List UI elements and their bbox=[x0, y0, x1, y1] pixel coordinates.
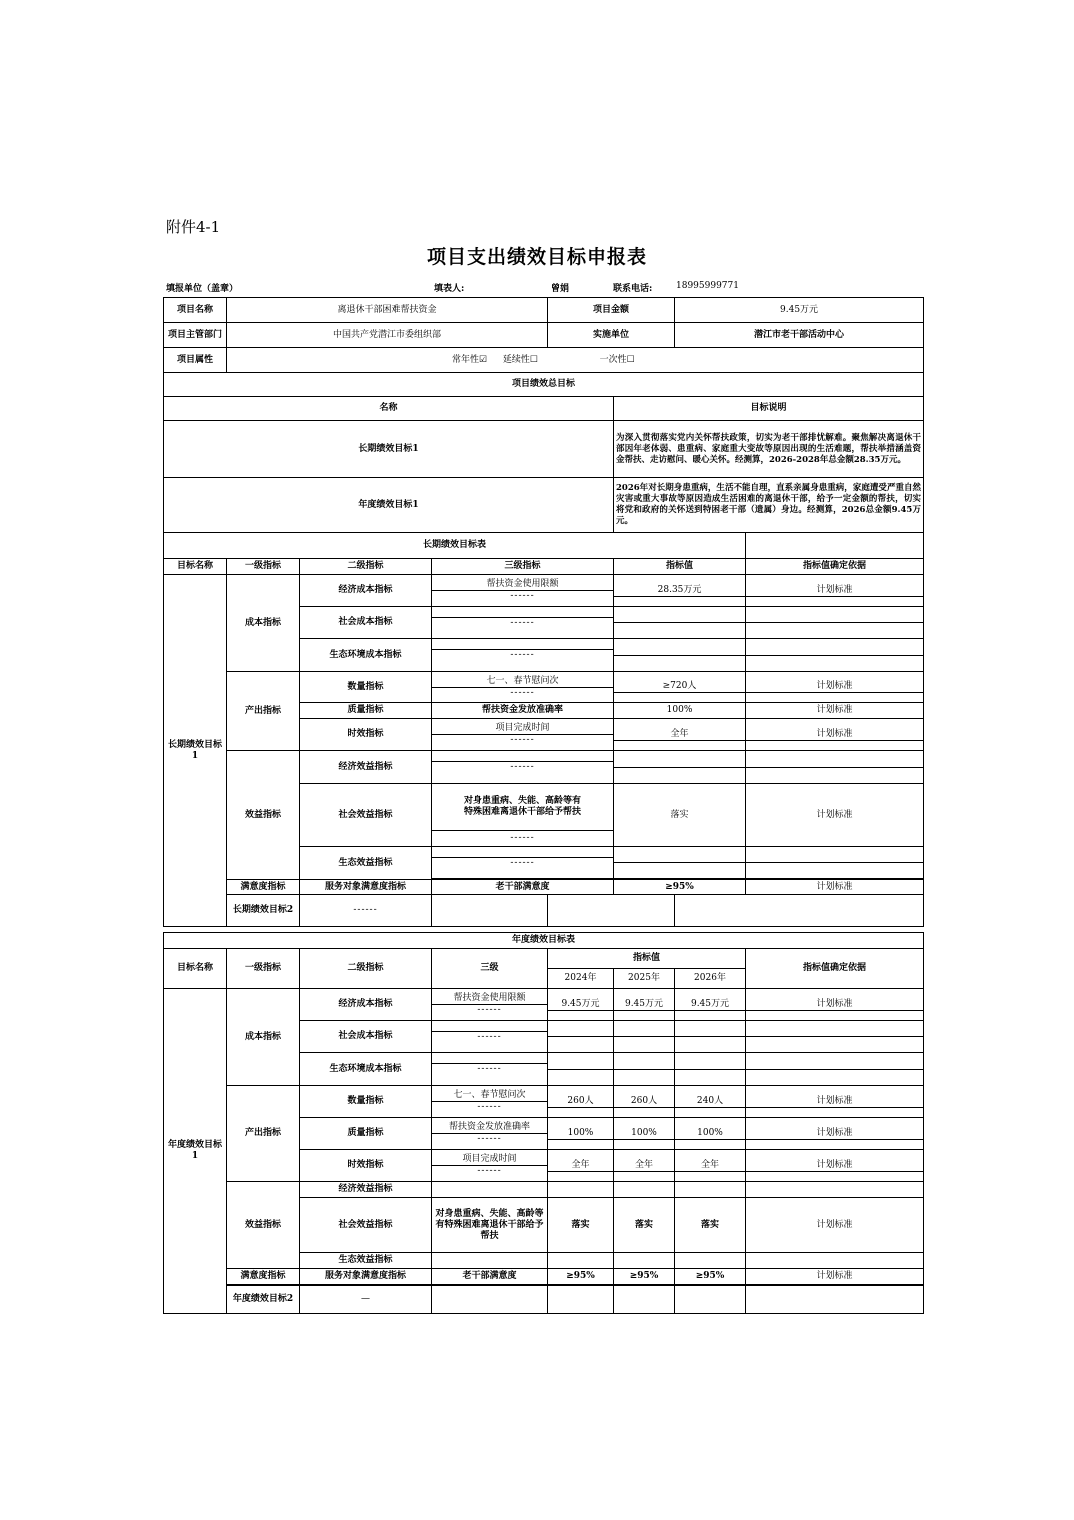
attachment-label: 附件4-1 bbox=[166, 218, 221, 236]
annual-timeliness-basis: 计划标准 bbox=[746, 1150, 924, 1182]
annual-benefit-label: 效益指标 bbox=[227, 1182, 300, 1269]
long-social-cost: 社会成本指标 bbox=[300, 607, 432, 639]
annual-eco-benefit-basis bbox=[746, 1253, 924, 1269]
annual-econ-cost: 经济成本指标 bbox=[300, 989, 432, 1021]
annual-sat-basis: 计划标准 bbox=[746, 1269, 924, 1285]
annual-eco-cost: 生态环境成本指标 bbox=[300, 1053, 432, 1086]
overall-section-title: 项目绩效总目标 bbox=[164, 373, 924, 397]
annual-timeliness-2026: 全年 bbox=[675, 1150, 746, 1182]
long-econ-benefit-basis bbox=[746, 751, 924, 784]
annual-quantity-2025: 260人 bbox=[614, 1086, 675, 1118]
annual-econ-benefit-2024 bbox=[548, 1182, 614, 1198]
phone-label: 联系电话: bbox=[613, 284, 653, 294]
annual-quality-basis: 计划标准 bbox=[746, 1118, 924, 1150]
long-eco-benefit-l3: ------ bbox=[432, 847, 614, 879]
long-econ-benefit-l3: ------ bbox=[432, 751, 614, 784]
overall-col-desc: 目标说明 bbox=[614, 397, 924, 421]
annual-econ-benefit-l3 bbox=[432, 1182, 548, 1198]
annual-social-cost-l3: ------ bbox=[432, 1021, 548, 1053]
dept-value: 中国共产党潜江市委组织部 bbox=[227, 323, 548, 348]
long-hdr-l2: 二级指标 bbox=[300, 559, 432, 575]
long-social-benefit-dash: ------ bbox=[432, 831, 614, 847]
filler-name: 曾娟 bbox=[551, 284, 570, 294]
annual-hdr-l1: 一级指标 bbox=[227, 949, 300, 989]
annual-econ-benefit: 经济效益指标 bbox=[300, 1182, 432, 1198]
long-econ-cost-basis: 计划标准 bbox=[746, 575, 924, 607]
annual-year-2024: 2024年 bbox=[548, 969, 614, 989]
annual-satisfaction-label: 满意度指标 bbox=[227, 1269, 300, 1285]
annual-timeliness-l3: 项目完成时间 ------ bbox=[432, 1150, 548, 1182]
annual-quantity-basis: 计划标准 bbox=[746, 1086, 924, 1118]
annual-cost-label: 成本指标 bbox=[227, 989, 300, 1086]
long-goal2-l1: ------ bbox=[300, 895, 432, 927]
long-econ-cost: 经济成本指标 bbox=[300, 575, 432, 607]
impl-label: 实施单位 bbox=[548, 323, 675, 348]
long-eco-cost: 生态环境成本指标 bbox=[300, 639, 432, 672]
annual-econ-benefit-2026 bbox=[675, 1182, 746, 1198]
annual-quantity-2024: 260人 bbox=[548, 1086, 614, 1118]
attr-label: 项目属性 bbox=[164, 348, 227, 373]
long-benefit-label: 效益指标 bbox=[227, 751, 300, 880]
annual-goal2-label: 年度绩效目标2 bbox=[227, 1286, 300, 1314]
long-social-benefit-basis: 计划标准 bbox=[746, 784, 924, 847]
annual-sat-2024: ≥95% bbox=[548, 1269, 614, 1285]
annual-quality-2026: 100% bbox=[675, 1118, 746, 1150]
long-quality-l3: 帮扶资金发放准确率 bbox=[432, 703, 614, 719]
long-goal2-label: 长期绩效目标2 bbox=[227, 895, 300, 927]
annual-eco-cost-2024 bbox=[548, 1053, 614, 1086]
long-quality: 质量指标 bbox=[300, 703, 432, 719]
long-output-label: 产出指标 bbox=[227, 672, 300, 751]
annual-social-benefit-basis: 计划标准 bbox=[746, 1198, 924, 1253]
annual-quality: 质量指标 bbox=[300, 1118, 432, 1150]
annual-hdr-l2: 二级指标 bbox=[300, 949, 432, 989]
annual-eco-benefit-2024 bbox=[548, 1253, 614, 1269]
annual-quality-2024: 100% bbox=[548, 1118, 614, 1150]
long-eco-benefit: 生态效益指标 bbox=[300, 847, 432, 880]
attr-regular: 常年性☑ bbox=[452, 354, 488, 365]
amount-label: 项目金额 bbox=[548, 298, 675, 323]
annual-eco-benefit-2025 bbox=[614, 1253, 675, 1269]
long-social-benefit-value: 落实 bbox=[614, 784, 746, 847]
annual-table bbox=[163, 932, 924, 1314]
annual-social-cost-basis bbox=[746, 1021, 924, 1053]
filler-label: 填表人: bbox=[434, 284, 465, 294]
annual-goal2-2024 bbox=[614, 1286, 675, 1314]
long-eco-benefit-basis bbox=[746, 847, 924, 879]
long-goal2-l3 bbox=[548, 895, 675, 927]
annual-year-2025: 2025年 bbox=[614, 969, 675, 989]
long-econ-benefit-value bbox=[614, 751, 746, 784]
annual-social-cost-2026 bbox=[675, 1021, 746, 1053]
long-eco-cost-basis bbox=[746, 639, 924, 672]
long-social-benefit: 社会效益指标 bbox=[300, 784, 432, 847]
overall-col-name: 名称 bbox=[164, 397, 614, 421]
long-service-sat: 服务对象满意度指标 bbox=[300, 880, 432, 895]
annual-social-cost-2024 bbox=[548, 1021, 614, 1053]
long-timeliness-basis: 计划标准 bbox=[746, 719, 924, 751]
annual-service-sat: 服务对象满意度指标 bbox=[300, 1269, 432, 1285]
long-econ-cost-value: 28.35万元 bbox=[614, 575, 746, 607]
annual-timeliness: 时效指标 bbox=[300, 1150, 432, 1182]
long-social-cost-basis bbox=[746, 607, 924, 639]
annual-social-benefit-2025: 落实 bbox=[614, 1198, 675, 1253]
amount-value: 9.45万元 bbox=[675, 298, 924, 323]
annual-social-benefit-2024: 落实 bbox=[548, 1198, 614, 1253]
annual-econ-cost-2025: 9.45万元 bbox=[614, 989, 675, 1021]
annual-hdr-value: 指标值 bbox=[548, 949, 746, 969]
annual-hdr-l3: 三级 bbox=[432, 949, 548, 989]
attr-once: 一次性☐ bbox=[599, 354, 635, 365]
long-social-benefit-l3: 对身患重病、失能、高龄等有特殊困难离退休干部给予帮扶 bbox=[432, 784, 614, 831]
annual-social-cost-2025 bbox=[614, 1021, 675, 1053]
annual-eco-cost-2026 bbox=[675, 1053, 746, 1086]
long-hdr-value: 指标值 bbox=[614, 559, 746, 575]
long-quality-basis: 计划标准 bbox=[746, 703, 924, 719]
long-eco-benefit-value bbox=[614, 847, 746, 879]
annual-econ-cost-l3: 帮扶资金使用限额 ------ bbox=[432, 989, 548, 1021]
long-sat-basis: 计划标准 bbox=[746, 880, 924, 895]
annual-goal2-l1: — bbox=[300, 1286, 432, 1314]
main-table bbox=[163, 297, 924, 927]
long-hdr-basis: 指标值确定依据 bbox=[746, 559, 924, 575]
long-quantity-basis: 计划标准 bbox=[746, 672, 924, 703]
annual-quantity: 数量指标 bbox=[300, 1086, 432, 1118]
annual-goal2-l3 bbox=[548, 1286, 614, 1314]
long-goal2-l2 bbox=[432, 895, 548, 927]
annual-social-cost: 社会成本指标 bbox=[300, 1021, 432, 1053]
annual-eco-cost-2025 bbox=[614, 1053, 675, 1086]
annual-eco-benefit-l3 bbox=[432, 1253, 548, 1269]
attr-continuing: 延续性☐ bbox=[502, 354, 538, 365]
long-quantity-value: ≥720人 bbox=[614, 672, 746, 703]
annual-sat-l3: 老干部满意度 bbox=[432, 1269, 548, 1285]
long-goal1-label: 长期绩效目标1 bbox=[164, 575, 227, 927]
annual-quantity-l3: 七一、春节慰问次 ------ bbox=[432, 1086, 548, 1118]
project-name-value: 离退休干部困难帮扶资金 bbox=[227, 298, 548, 323]
long-quality-value: 100% bbox=[614, 703, 746, 719]
annual-goal2-2025 bbox=[675, 1286, 746, 1314]
long-goal-desc: 为深入贯彻落实党内关怀帮扶政策，切实为老干部排忧解难。聚焦解决离退休干部因年老体弱、患重病、家庭重大变故等原因出现的生活难题，帮扶举措涵盖资金帮扶、走访慰问、暖心关怀。经测算，2026-2028年总金额28.35万元。 bbox=[614, 421, 924, 478]
long-quantity-l3: 七一、春节慰问次 ------ bbox=[432, 672, 614, 703]
annual-output-label: 产出指标 bbox=[227, 1086, 300, 1182]
attr-options bbox=[227, 348, 924, 373]
annual-econ-cost-2024: 9.45万元 bbox=[548, 989, 614, 1021]
long-section-blank bbox=[746, 533, 924, 559]
annual-section-title: 年度绩效目标表 bbox=[164, 933, 924, 949]
annual-sat-2025: ≥95% bbox=[614, 1269, 675, 1285]
annual-econ-benefit-2025 bbox=[614, 1182, 675, 1198]
annual-goal-desc: 2026年对长期身患重病，生活不能自理，直系亲属身患重病，家庭遭受严重自然灾害或重大事故等原因造成生活困难的离退休干部，给予一定金额的帮扶，切实将党和政府的关怀送到特困老干部（遗属）身边。经测算，2026总金额9.45万元。 bbox=[614, 478, 924, 533]
long-section-title: 长期绩效目标表 bbox=[164, 533, 746, 559]
long-econ-cost-l3: 帮扶资金使用限额 ------ bbox=[432, 575, 614, 607]
annual-year-2026: 2026年 bbox=[675, 969, 746, 989]
annual-timeliness-2025: 全年 bbox=[614, 1150, 675, 1182]
annual-hdr-basis: 指标值确定依据 bbox=[746, 949, 924, 989]
annual-econ-cost-2026: 9.45万元 bbox=[675, 989, 746, 1021]
annual-goal2-l2 bbox=[432, 1286, 548, 1314]
long-hdr-goal: 目标名称 bbox=[164, 559, 227, 575]
annual-goal2-2026 bbox=[746, 1286, 924, 1314]
long-goal2-value bbox=[675, 895, 924, 927]
dept-label: 项目主管部门 bbox=[164, 323, 227, 348]
annual-social-benefit: 社会效益指标 bbox=[300, 1198, 432, 1253]
long-social-cost-value bbox=[614, 607, 746, 639]
long-hdr-l1: 一级指标 bbox=[227, 559, 300, 575]
annual-social-benefit-2026: 落实 bbox=[675, 1198, 746, 1253]
long-timeliness-l3: 项目完成时间 ------ bbox=[432, 719, 614, 751]
long-timeliness: 时效指标 bbox=[300, 719, 432, 751]
page-title: 项目支出绩效目标申报表 bbox=[426, 246, 647, 268]
long-social-cost-l3: ------ bbox=[432, 607, 614, 639]
long-hdr-l3: 三级指标 bbox=[432, 559, 614, 575]
long-eco-cost-value bbox=[614, 639, 746, 672]
long-sat-value: ≥95% bbox=[614, 880, 746, 895]
long-satisfaction-label: 满意度指标 bbox=[227, 880, 300, 895]
annual-sat-2026: ≥95% bbox=[675, 1269, 746, 1285]
impl-value: 潜江市老干部活动中心 bbox=[675, 323, 924, 348]
annual-quantity-2026: 240人 bbox=[675, 1086, 746, 1118]
annual-social-benefit-l3: 对身患重病、失能、高龄等有特殊困难离退休干部给予帮扶 bbox=[432, 1198, 548, 1253]
annual-eco-cost-basis bbox=[746, 1053, 924, 1086]
long-sat-l3: 老干部满意度 bbox=[432, 880, 614, 895]
long-econ-benefit: 经济效益指标 bbox=[300, 751, 432, 784]
long-cost-label: 成本指标 bbox=[227, 575, 300, 672]
annual-eco-benefit-2026 bbox=[675, 1253, 746, 1269]
long-timeliness-value: 全年 bbox=[614, 719, 746, 751]
annual-goal1-label: 年度绩效目标1 bbox=[164, 989, 227, 1314]
annual-quality-l3: 帮扶资金发放准确率 ------ bbox=[432, 1118, 548, 1150]
annual-goal-label: 年度绩效目标1 bbox=[164, 478, 614, 533]
annual-eco-benefit: 生态效益指标 bbox=[300, 1253, 432, 1269]
project-name-label: 项目名称 bbox=[164, 298, 227, 323]
unit-label: 填报单位（盖章） bbox=[166, 284, 239, 294]
annual-eco-cost-l3: ------ bbox=[432, 1053, 548, 1086]
annual-timeliness-2024: 全年 bbox=[548, 1150, 614, 1182]
long-eco-cost-l3: ------ bbox=[432, 639, 614, 672]
annual-econ-benefit-basis bbox=[746, 1182, 924, 1198]
annual-quality-2025: 100% bbox=[614, 1118, 675, 1150]
annual-econ-cost-basis: 计划标准 bbox=[746, 989, 924, 1021]
long-goal-label: 长期绩效目标1 bbox=[164, 421, 614, 478]
annual-hdr-goal: 目标名称 bbox=[164, 949, 227, 989]
phone-number: 18995999771 bbox=[676, 281, 739, 291]
long-quantity: 数量指标 bbox=[300, 672, 432, 703]
